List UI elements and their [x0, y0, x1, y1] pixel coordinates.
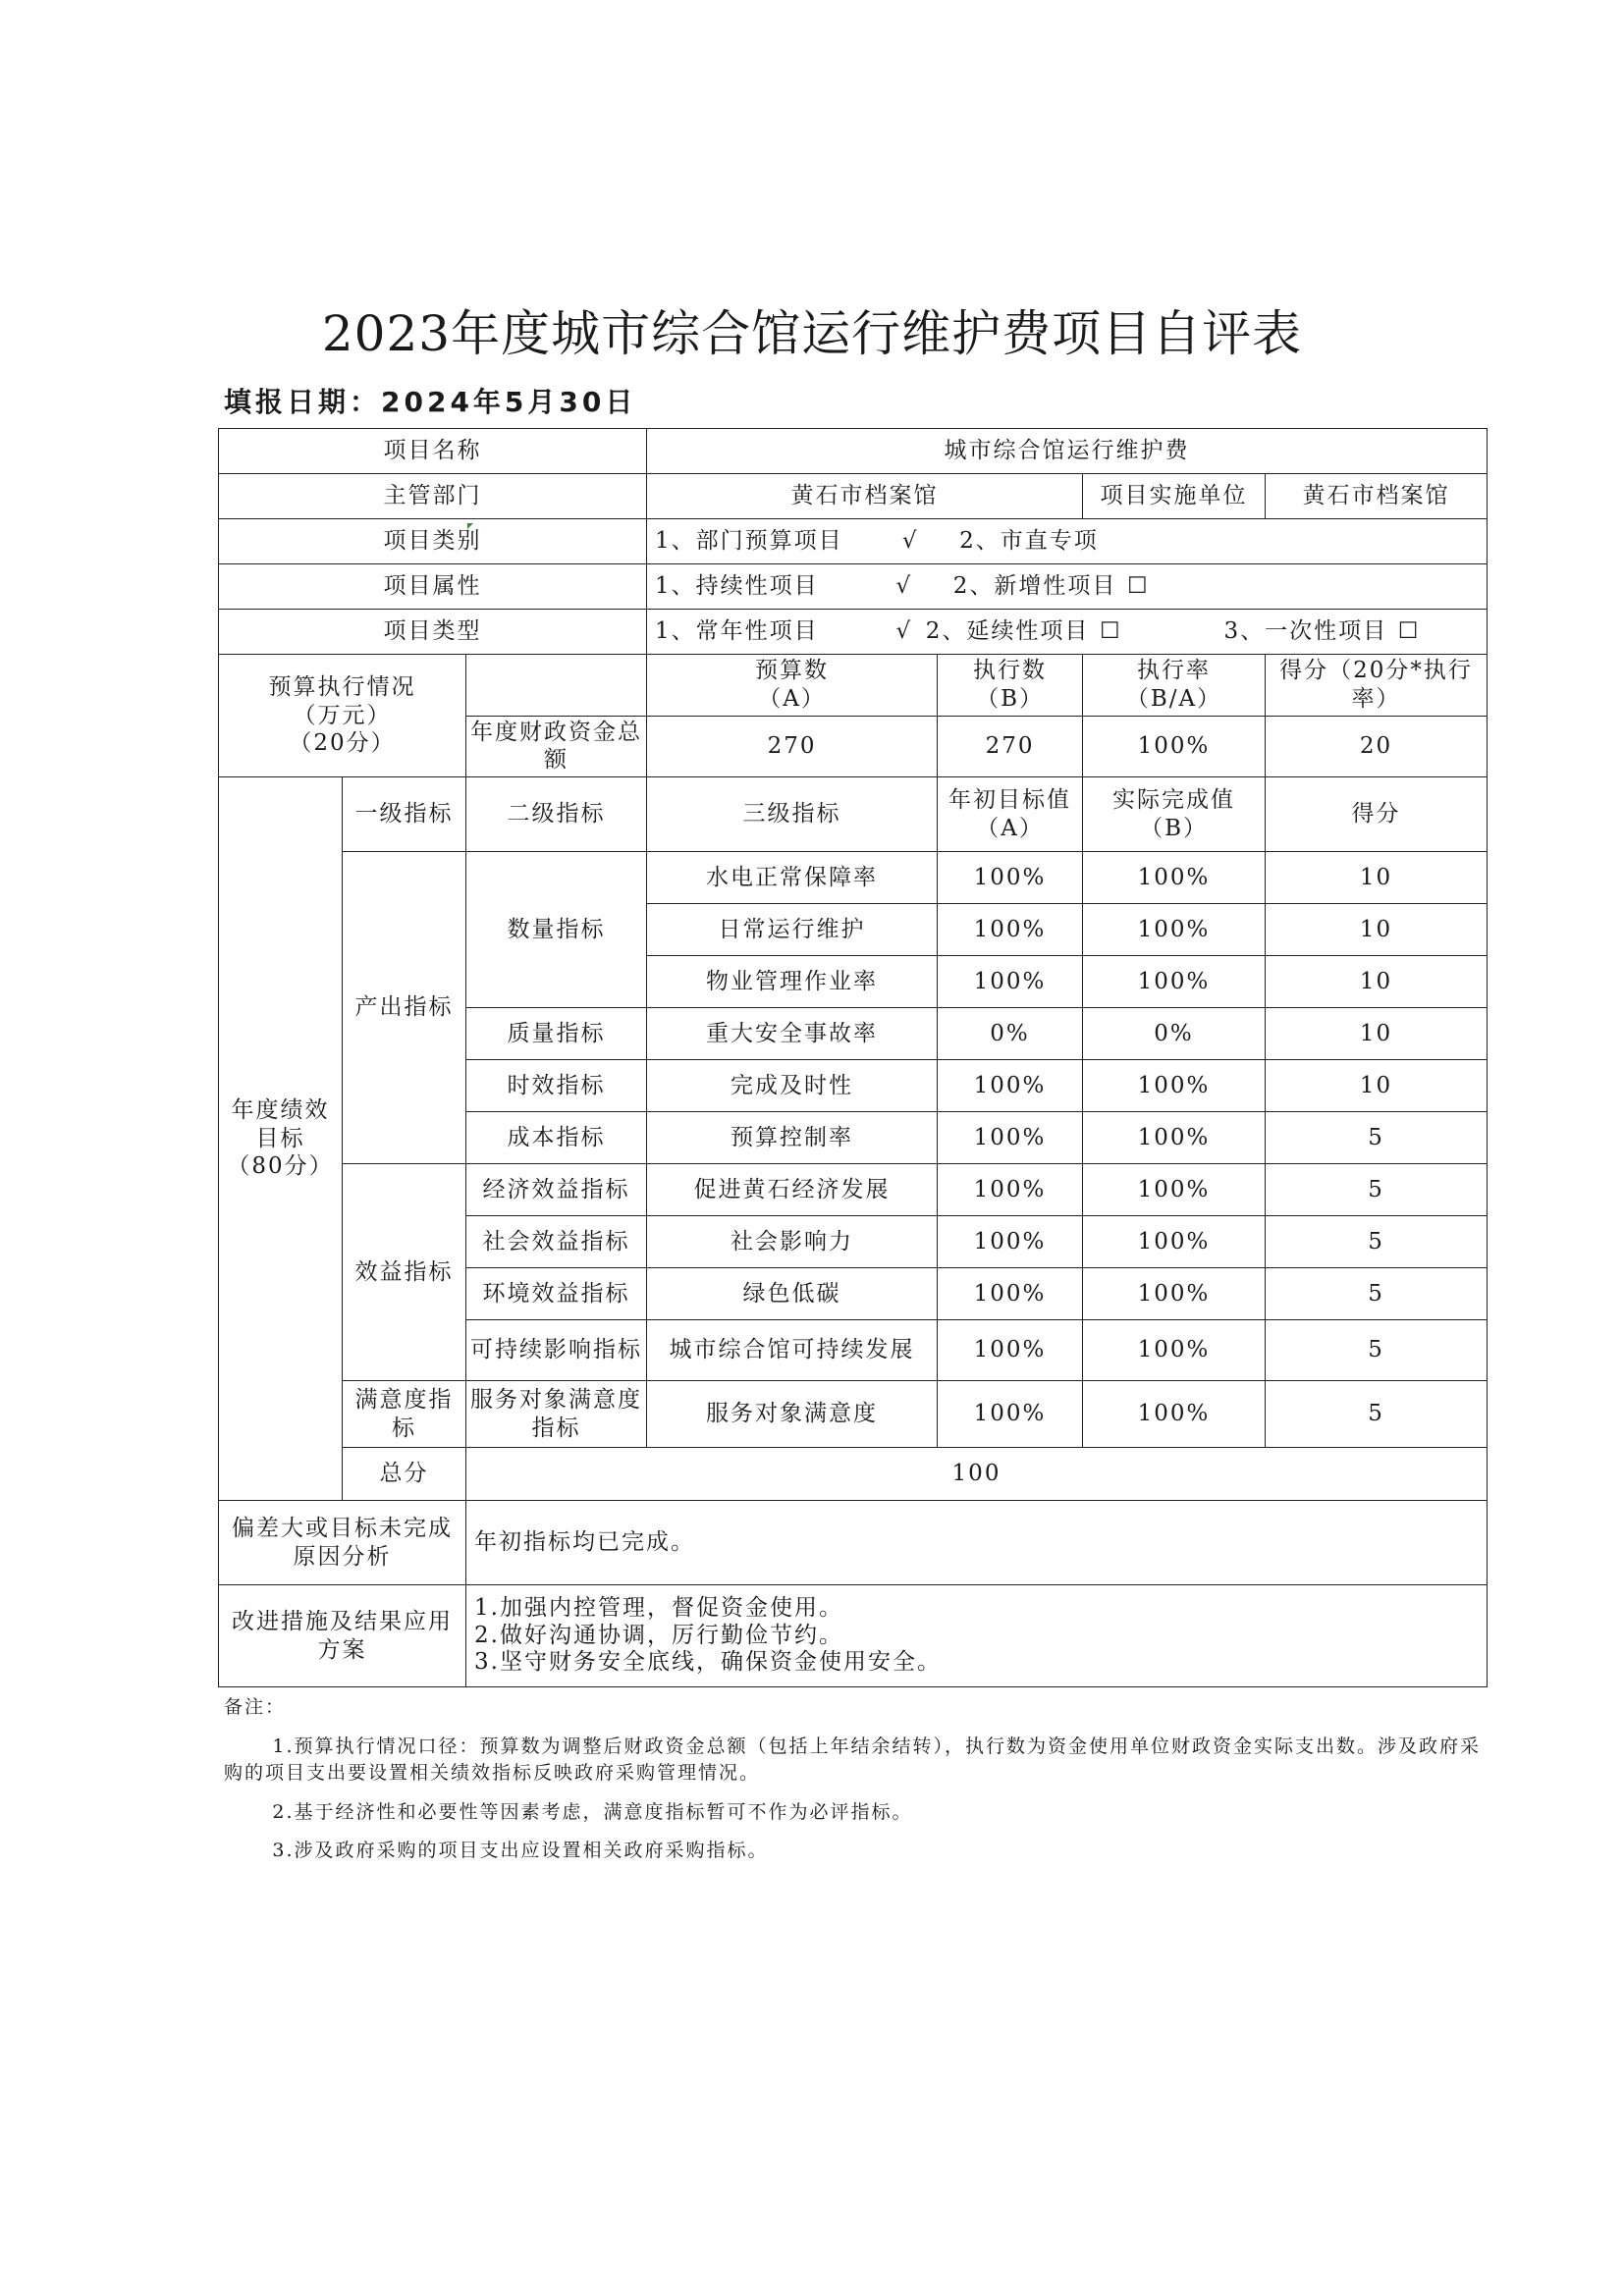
note-item: 3.涉及政府采购的项目支出应设置相关政府采购指标。 [272, 1840, 769, 1862]
budget-rate: 100% [1083, 716, 1266, 777]
target-cell: 100% [938, 1268, 1083, 1320]
table-row [219, 777, 1488, 852]
budget-col-rate: 执行率 （B/A） [1083, 655, 1266, 717]
type-options [647, 610, 1488, 655]
actual-cell: 100% [1083, 852, 1266, 904]
notes-section [224, 1694, 1490, 1877]
actual-cell: 100% [1083, 1216, 1266, 1268]
perf-label: 年度绩效目标 （80分） [219, 777, 343, 1501]
level3-cell: 预算控制率 [647, 1112, 938, 1164]
target-cell: 100% [938, 1060, 1083, 1112]
level3-cell: 重大安全事故率 [647, 1008, 938, 1060]
table-row [219, 519, 1488, 564]
target-cell: 100% [938, 1164, 1083, 1216]
level3-cell: 服务对象满意度 [647, 1381, 938, 1448]
total-label: 总分 [343, 1448, 466, 1501]
impl-unit-label: 项目实施单位 [1083, 474, 1266, 519]
benefit-label: 效益指标 [343, 1164, 466, 1381]
improve-label: 改进措施及结果应用方案 [219, 1585, 466, 1687]
score-cell: 5 [1266, 1164, 1488, 1216]
attr-options [647, 564, 1488, 610]
attr-option-1: 1、持续性项目 [655, 573, 819, 600]
level2-cell: 时效指标 [466, 1060, 647, 1112]
level3-cell: 绿色低碳 [647, 1268, 938, 1320]
budget-col-b: 执行数 （B） [938, 655, 1083, 717]
impl-unit-value: 黄石市档案馆 [1266, 474, 1488, 519]
attr-label: 项目属性 [219, 564, 647, 610]
score-cell: 5 [1266, 1216, 1488, 1268]
level3-cell: 城市综合馆可持续发展 [647, 1320, 938, 1381]
level3-cell: 社会影响力 [647, 1216, 938, 1268]
actual-cell: 100% [1083, 1060, 1266, 1112]
table-row [219, 852, 1488, 904]
score-cell: 5 [1266, 1381, 1488, 1448]
notes-heading: 备注： [224, 1696, 287, 1718]
header-target: 年初目标值 （A） [938, 777, 1083, 852]
header-level2: 二级指标 [466, 777, 647, 852]
improve-line: 3.坚守财务安全底线，确保资金使用安全。 [474, 1649, 942, 1676]
actual-cell: 100% [1083, 904, 1266, 956]
actual-cell: 100% [1083, 1381, 1266, 1448]
project-name-label: 项目名称 [219, 429, 647, 474]
level2-cell: 成本指标 [466, 1112, 647, 1164]
actual-cell: 100% [1083, 1164, 1266, 1216]
actual-cell: 100% [1083, 956, 1266, 1008]
self-evaluation-table [218, 428, 1488, 1687]
improve-line: 2.做好沟通协调，厉行勤俭节约。 [474, 1622, 843, 1648]
score-cell: 10 [1266, 1008, 1488, 1060]
level3-cell: 日常运行维护 [647, 904, 938, 956]
table-row [219, 1381, 1488, 1448]
target-cell: 0% [938, 1008, 1083, 1060]
table-row [219, 474, 1488, 519]
budget-empty-cell [466, 655, 647, 717]
dept-label: 主管部门 [219, 474, 647, 519]
level2-cell: 环境效益指标 [466, 1268, 647, 1320]
level1-cell: 满意度指标 [343, 1381, 466, 1448]
budget-b: 270 [938, 716, 1083, 777]
target-cell: 100% [938, 956, 1083, 1008]
budget-label: 预算执行情况 （万元） （20分） [219, 655, 466, 777]
project-name-value: 城市综合馆运行维护费 [647, 429, 1488, 474]
improve-value [466, 1585, 1488, 1687]
header-actual: 实际完成值 （B） [1083, 777, 1266, 852]
score-cell: 10 [1266, 904, 1488, 956]
check-mark-icon: √ [901, 528, 919, 555]
category-option-1: 1、部门预算项目 [655, 528, 843, 555]
table-row [219, 655, 1488, 717]
header-level1: 一级指标 [343, 777, 466, 852]
checkbox-icon: ☐ [1397, 618, 1421, 645]
category-label: 项目类别 [219, 519, 647, 564]
checkbox-icon: ☐ [1126, 573, 1150, 600]
level2-cell: 数量指标 [466, 852, 647, 1008]
page-title: 2023年度城市综合馆运行维护费项目自评表 [321, 305, 1303, 362]
table-row [219, 564, 1488, 610]
checkbox-icon: ☐ [1100, 618, 1122, 645]
table-row [219, 429, 1488, 474]
score-cell: 10 [1266, 956, 1488, 1008]
attr-option-2: 2、新增性项目 [952, 573, 1117, 600]
level3-cell: 完成及时性 [647, 1060, 938, 1112]
table-row [219, 1501, 1488, 1585]
header-level3: 三级指标 [647, 777, 938, 852]
target-cell: 100% [938, 1381, 1083, 1448]
table-row [219, 1448, 1488, 1501]
type-option-2: 2、延续性项目 [925, 618, 1090, 645]
budget-col-a: 预算数 （A） [647, 655, 938, 717]
check-mark-icon: √ [895, 573, 913, 600]
type-option-3: 3、一次性项目 [1223, 618, 1388, 645]
level3-cell: 促进黄石经济发展 [647, 1164, 938, 1216]
cell-comment-marker [467, 523, 473, 529]
dept-value: 黄石市档案馆 [647, 474, 1083, 519]
improve-line: 1.加强内控管理，督促资金使用。 [474, 1595, 843, 1622]
budget-col-score: 得分（20分*执行率） [1266, 655, 1488, 717]
actual-cell: 100% [1083, 1320, 1266, 1381]
level2-cell: 可持续影响指标 [466, 1320, 647, 1381]
target-cell: 100% [938, 1320, 1083, 1381]
budget-score: 20 [1266, 716, 1488, 777]
score-cell: 5 [1266, 1320, 1488, 1381]
target-cell: 100% [938, 904, 1083, 956]
category-option-2: 2、市直专项 [959, 528, 1099, 555]
output-label: 产出指标 [343, 852, 466, 1164]
budget-a: 270 [647, 716, 938, 777]
note-item: 1.预算执行情况口径：预算数为调整后财政资金总额（包括上年结余结转），执行数为资金使用单位财政资金实际支出数。涉及政府采购的项目支出要设置相关绩效指标反映政府采购管理情况。 [224, 1735, 1482, 1785]
actual-cell: 100% [1083, 1268, 1266, 1320]
target-cell: 100% [938, 1112, 1083, 1164]
table-row [219, 1164, 1488, 1216]
fill-date: 填报日期：2024年5月30日 [224, 386, 637, 418]
type-label: 项目类型 [219, 610, 647, 655]
score-cell: 5 [1266, 1112, 1488, 1164]
table-row [219, 610, 1488, 655]
type-option-1: 1、常年性项目 [655, 618, 819, 645]
budget-row-label: 年度财政资金总额 [466, 716, 647, 777]
score-cell: 10 [1266, 1060, 1488, 1112]
actual-cell: 0% [1083, 1008, 1266, 1060]
level2-cell: 社会效益指标 [466, 1216, 647, 1268]
level3-cell: 水电正常保障率 [647, 852, 938, 904]
category-options [647, 519, 1488, 564]
total-value: 100 [466, 1448, 1488, 1501]
deviation-value: 年初指标均已完成。 [466, 1501, 1488, 1585]
actual-cell: 100% [1083, 1112, 1266, 1164]
header-score: 得分 [1266, 777, 1488, 852]
target-cell: 100% [938, 852, 1083, 904]
level2-cell: 质量指标 [466, 1008, 647, 1060]
deviation-label: 偏差大或目标未完成原因分析 [219, 1501, 466, 1585]
target-cell: 100% [938, 1216, 1083, 1268]
level2-cell: 服务对象满意度指标 [466, 1381, 647, 1448]
table-row [219, 1585, 1488, 1687]
check-mark-icon: √ [895, 618, 913, 645]
score-cell: 5 [1266, 1268, 1488, 1320]
level3-cell: 物业管理作业率 [647, 956, 938, 1008]
level2-cell: 经济效益指标 [466, 1164, 647, 1216]
score-cell: 10 [1266, 852, 1488, 904]
note-item: 2.基于经济性和必要性等因素考虑，满意度指标暂可不作为必评指标。 [272, 1800, 913, 1823]
